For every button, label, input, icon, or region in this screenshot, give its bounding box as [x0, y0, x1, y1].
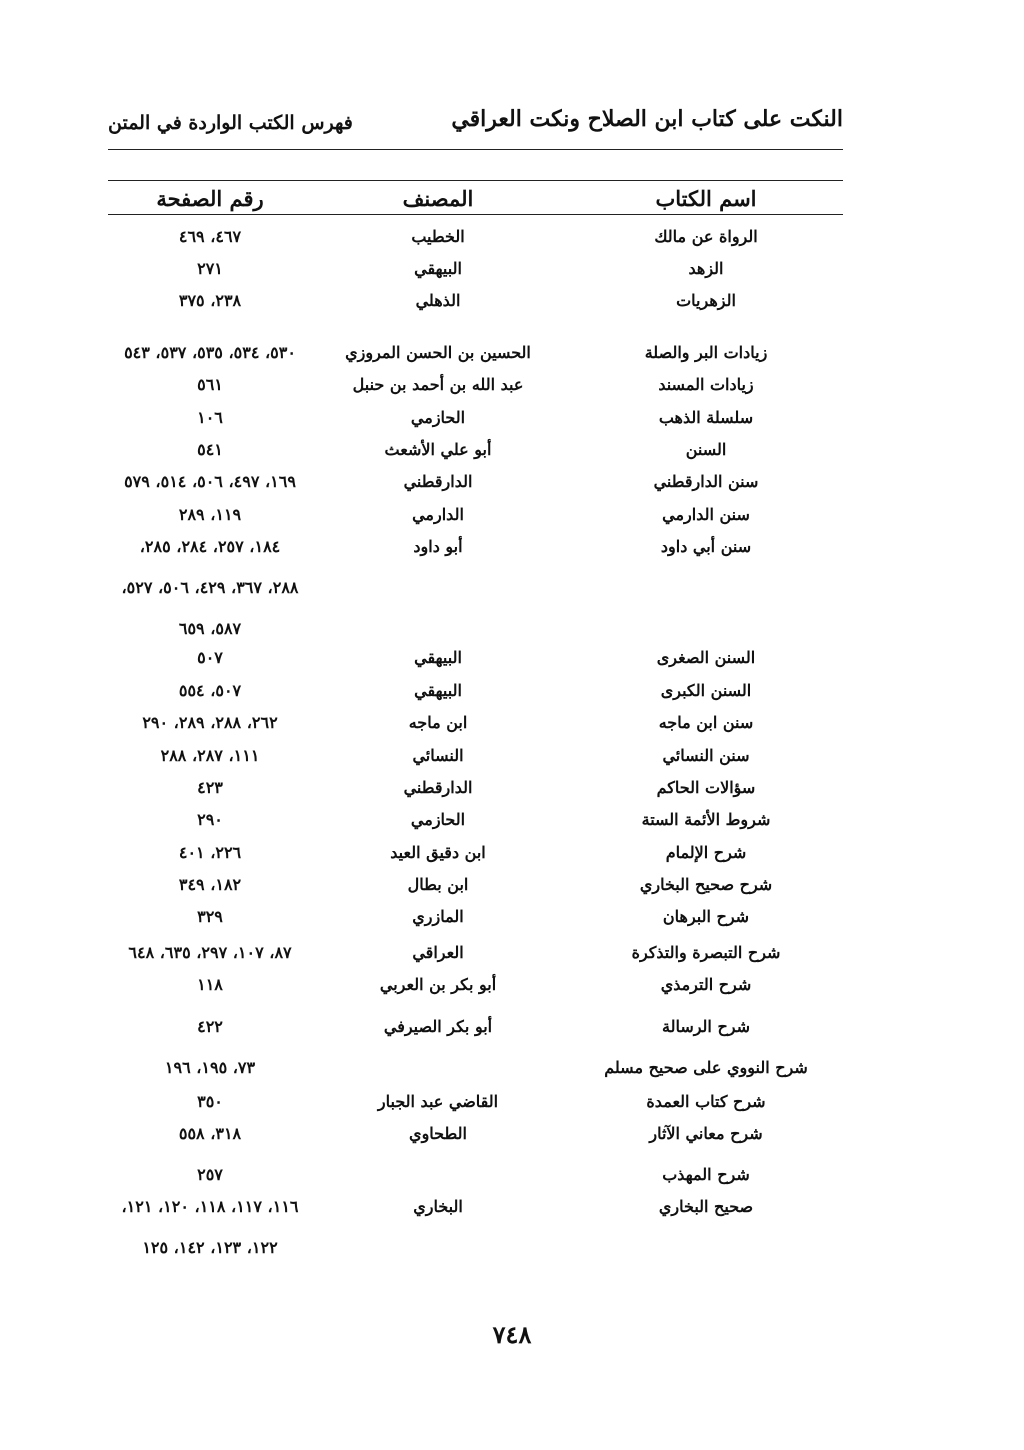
page-numbers: ٥٨٧، ٦٥٩ — [178, 619, 242, 638]
page-numbers: ٢٢٦، ٤٠١ — [178, 843, 242, 862]
page-numbers: ١٦٩، ٤٩٧، ٥٠٦، ٥١٤، ٥٧٩ — [124, 472, 296, 491]
book-name: الزهريات — [676, 291, 736, 310]
page-numbers: ٢٨٨، ٣٦٧، ٤٢٩، ٥٠٦، ٥٢٧، — [121, 578, 299, 597]
page-numbers: ٥٣٠، ٥٣٤، ٥٣٥، ٥٣٧، ٥٤٣ — [124, 343, 296, 362]
page-numbers: ١٨٢، ٣٤٩ — [178, 875, 242, 894]
page-numbers: ٤٢٣ — [197, 778, 223, 797]
page-numbers: ٥٤١ — [197, 440, 223, 459]
author-name: الحازمي — [410, 810, 466, 829]
table-row — [0, 370, 1024, 400]
book-name: سنن النسائي — [662, 746, 750, 765]
page-numbers: ٥٠٧ — [197, 648, 223, 667]
book-name: سؤالات الحاكم — [656, 778, 756, 797]
book-name: السنن — [685, 440, 727, 459]
author-name: البيهقي — [414, 648, 462, 667]
page-numbers: ٣٥٠ — [197, 1092, 223, 1111]
table-row — [0, 1053, 1024, 1083]
page-numbers: ١٢٢، ١٢٣، ١٤٢، ١٢٥ — [142, 1238, 278, 1257]
page-numbers: ٨٧، ١٠٧، ٢٩٧، ٦٣٥، ٦٤٨ — [128, 943, 292, 962]
table-row — [0, 338, 1024, 368]
table-row — [0, 870, 1024, 900]
table-row — [0, 741, 1024, 771]
table-row — [0, 532, 1024, 562]
table-top-rule — [108, 180, 843, 181]
page-numbers: ٥٦١ — [197, 375, 223, 394]
page-numbers: ٢٧١ — [197, 259, 223, 278]
book-name: شرح الإلمام — [665, 843, 747, 862]
book-name: سنن أبي داود — [660, 537, 752, 556]
author-name: أبو بكر بن العربي — [379, 975, 497, 994]
author-name: المازري — [412, 907, 464, 926]
author-name: الحازمي — [410, 408, 466, 427]
author-name: البخاري — [413, 1197, 463, 1216]
page-numbers: ١٠٦ — [197, 408, 223, 427]
author-name: القاضي عبد الجبار — [377, 1092, 499, 1111]
table-row — [0, 1233, 1024, 1263]
book-name: سنن الدارمي — [662, 505, 750, 524]
page-numbers: ٥٠٧، ٥٥٤ — [178, 681, 242, 700]
page-numbers: ٧٣، ١٩٥، ١٩٦ — [164, 1058, 256, 1077]
table-row — [0, 500, 1024, 530]
page-numbers: ١١٦، ١١٧، ١١٨، ١٢٠، ١٢١، — [121, 1197, 299, 1216]
book-name: شرح المهذب — [662, 1165, 750, 1184]
table-row — [0, 1012, 1024, 1042]
author-name: الطحاوي — [409, 1124, 467, 1143]
author-name: أبو علي الأشعث — [384, 440, 492, 459]
table-row — [0, 902, 1024, 932]
book-name: السنن الكبرى — [660, 681, 752, 700]
page-numbers: ٢٥٧ — [197, 1165, 223, 1184]
author-name: ابن ماجه — [408, 713, 468, 732]
book-name: زيادات المسند — [658, 375, 754, 394]
table-row — [0, 938, 1024, 968]
running-head — [108, 106, 843, 150]
book-name: شرح الرسالة — [661, 1017, 750, 1036]
book-name: الرواة عن مالك — [654, 227, 758, 246]
section-title: فهرس الكتب الواردة في المتن — [108, 112, 353, 134]
author-name: الدارقطني — [403, 778, 473, 797]
table-row — [0, 773, 1024, 803]
table-row — [0, 1192, 1024, 1222]
author-name: أبو داود — [413, 537, 463, 556]
book-title: النكت على كتاب ابن الصلاح ونكت العراقي — [451, 106, 843, 132]
author-name: الخطيب — [411, 227, 465, 246]
page-number: ٧٤٨ — [492, 1320, 532, 1349]
page-numbers: ١٨٤، ٢٥٧، ٢٨٤، ٢٨٥، — [139, 537, 281, 556]
author-name: البيهقي — [414, 681, 462, 700]
table-row — [0, 1087, 1024, 1117]
book-name: شرح صحيح البخاري — [639, 875, 773, 894]
table-row — [0, 614, 1024, 644]
author-name: النسائي — [412, 746, 464, 765]
book-name: سنن ابن ماجه — [658, 713, 754, 732]
book-name: شرح النووي على صحيح مسلم — [604, 1058, 808, 1077]
book-name: شرح معاني الآثار — [649, 1124, 763, 1143]
table-row — [0, 254, 1024, 284]
book-name: زيادات البر والصلة — [644, 343, 768, 362]
page-numbers: ١١٨ — [197, 975, 223, 994]
page-numbers: ٢٩٠ — [197, 810, 223, 829]
page-numbers: ١١١، ٢٨٧، ٢٨٨ — [160, 746, 260, 765]
table-row — [0, 1160, 1024, 1190]
book-name: سنن الدارقطني — [653, 472, 759, 491]
table-row — [0, 403, 1024, 433]
table-row — [0, 573, 1024, 603]
author-name: الحسين بن الحسن المروزي — [345, 343, 531, 362]
column-header-pages: رقم الصفحة — [156, 186, 264, 211]
author-name: الذهلي — [415, 291, 461, 310]
book-name: سلسلة الذهب — [658, 408, 754, 427]
table-row — [0, 970, 1024, 1000]
book-name: شرح الترمذي — [660, 975, 752, 994]
author-name: العراقي — [412, 943, 464, 962]
table-header-rule — [108, 214, 843, 215]
table-row — [0, 286, 1024, 316]
page-numbers: ١١٩، ٢٨٩ — [178, 505, 242, 524]
page-numbers: ٤٦٧، ٤٦٩ — [178, 227, 242, 246]
author-name: عبد الله بن أحمد بن حنبل — [352, 375, 524, 394]
author-name: ابن دقيق العيد — [390, 843, 486, 862]
table-row — [0, 838, 1024, 868]
author-name: البيهقي — [414, 259, 462, 278]
page-numbers: ٤٢٢ — [197, 1017, 223, 1036]
table-row — [0, 467, 1024, 497]
author-name: أبو بكر الصيرفي — [383, 1017, 493, 1036]
book-name: الزهد — [688, 259, 724, 278]
book-name: شرح البرهان — [662, 907, 750, 926]
page-numbers: ٢٣٨، ٣٧٥ — [178, 291, 242, 310]
column-header-book: اسم الكتاب — [655, 186, 757, 211]
page-numbers: ٣٢٩ — [197, 907, 223, 926]
author-name: ابن بطال — [407, 875, 469, 894]
table-row — [0, 435, 1024, 465]
header-rule — [108, 149, 843, 150]
table-row — [0, 708, 1024, 738]
book-name: السنن الصغرى — [656, 648, 756, 667]
table-row — [0, 643, 1024, 673]
author-name: الدارقطني — [403, 472, 473, 491]
table-row — [0, 676, 1024, 706]
table-row — [0, 222, 1024, 252]
author-name: الدارمي — [412, 505, 464, 524]
book-name: صحيح البخاري — [658, 1197, 754, 1216]
book-name: شروط الأئمة الستة — [641, 810, 771, 829]
table-row — [0, 1119, 1024, 1149]
book-name: شرح التبصرة والتذكرة — [631, 943, 781, 962]
table-row — [0, 805, 1024, 835]
page-numbers: ٢٦٢، ٢٨٨، ٢٨٩، ٢٩٠ — [142, 713, 278, 732]
column-header-author: المصنف — [402, 186, 474, 211]
page-numbers: ٣١٨، ٥٥٨ — [178, 1124, 242, 1143]
book-name: شرح كتاب العمدة — [646, 1092, 766, 1111]
